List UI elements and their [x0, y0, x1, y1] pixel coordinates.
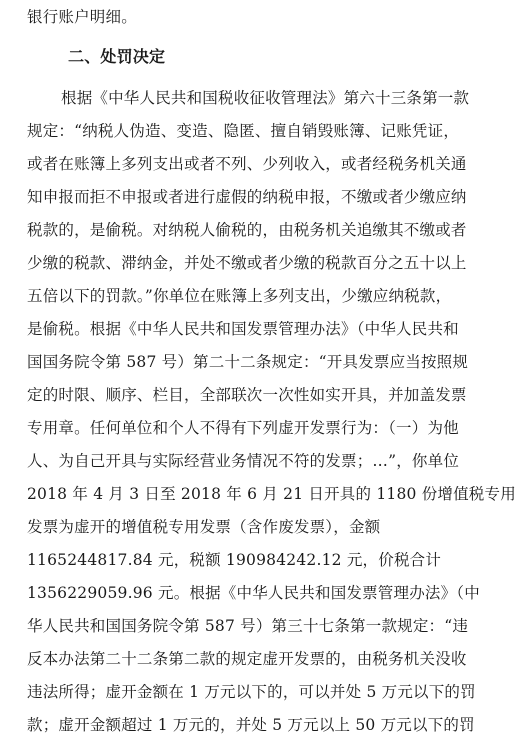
body-line: 人、为自己开具与实际经营业务情况不符的发票；…”，你单位 [27, 452, 460, 470]
body-line: 国国务院令第 587 号）第二十二条规定：“开具发票应当按照规 [27, 353, 469, 371]
section-heading: 二、处罚决定 [68, 47, 166, 66]
body-line: 2018 年 4 月 3 日至 2018 年 6 月 21 日开具的 1180 份增值税专用 [27, 485, 516, 503]
body-line: 规定：“纳税人伪造、变造、隐匿、擅自销毁账簿、记账凭证， [27, 122, 460, 140]
body-line: 是偷税。根据《中华人民共和国发票管理办法》（中华人民共和 [27, 320, 459, 338]
body-line: 违法所得；虚开金额在 1 万元以下的，可以并处 5 万元以下的罚 [27, 683, 476, 701]
body-line: 知申报而拒不申报或者进行虚假的纳税申报，不缴或者少缴应纳 [27, 188, 467, 206]
body-line: 款；虚开金额超过 1 万元的，并处 5 万元以上 50 万元以下的罚 [27, 716, 475, 734]
body-line: 定的时限、顺序、栏目，全部联次一次性如实开具，并加盖发票 [27, 386, 467, 404]
body-line: 1356229059.96 元。根据《中华人民共和国发票管理办法》（中 [27, 584, 480, 602]
intro-line: 银行账户明细。 [27, 8, 137, 26]
body-line: 或者在账簿上多列支出或者不列、少列收入，或者经税务机关通 [27, 155, 467, 173]
body-line: 专用章。任何单位和个人不得有下列虚开发票行为：（一）为他 [27, 419, 459, 437]
body-line: 反本办法第二十二条第二款的规定虚开发票的，由税务机关没收 [27, 650, 467, 668]
body-line: 五倍以下的罚款。”你单位在账簿上多列支出，少缴应纳税款， [27, 287, 452, 305]
body-line: 华人民共和国国务院令第 587 号）第三十七条第一款规定：“违 [27, 617, 469, 635]
body-line: 税款的，是偷税。对纳税人偷税的，由税务机关追缴其不缴或者 [27, 221, 467, 239]
body-line: 发票为虚开的增值税专用发票（含作废发票），金额 [27, 518, 381, 536]
body-line: 根据《中华人民共和国税收征收管理法》第六十三条第一款 [61, 89, 470, 107]
body-line: 少缴的税款、滞纳金，并处不缴或者少缴的税款百分之五十以上 [27, 254, 467, 272]
body-line: 1165244817.84 元，税额 190984242.12 元，价税合计 [27, 551, 442, 569]
